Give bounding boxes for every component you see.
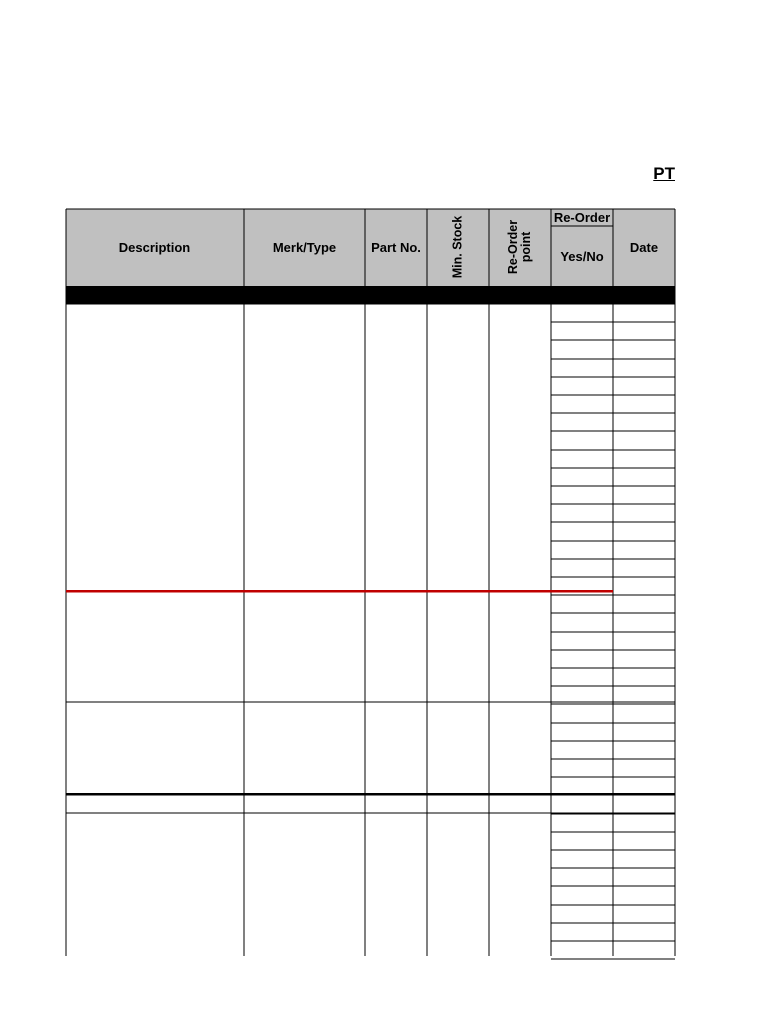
header-reorder-point-line2: point — [519, 231, 533, 263]
header-yes-no: Yes/No — [560, 248, 604, 264]
header-part-no: Part No. — [371, 239, 421, 255]
header-reorder-point-line1: Re-Order — [506, 219, 520, 275]
header-merk-type: Merk/Type — [272, 239, 337, 255]
header-min-stock: Min. Stock — [450, 215, 465, 279]
page-title: PT — [653, 164, 675, 183]
header-reorder-point — [507, 220, 533, 274]
header-description: Description — [118, 239, 191, 255]
header-reorder-group: Re-Order — [553, 209, 611, 225]
header-date: Date — [629, 239, 659, 255]
